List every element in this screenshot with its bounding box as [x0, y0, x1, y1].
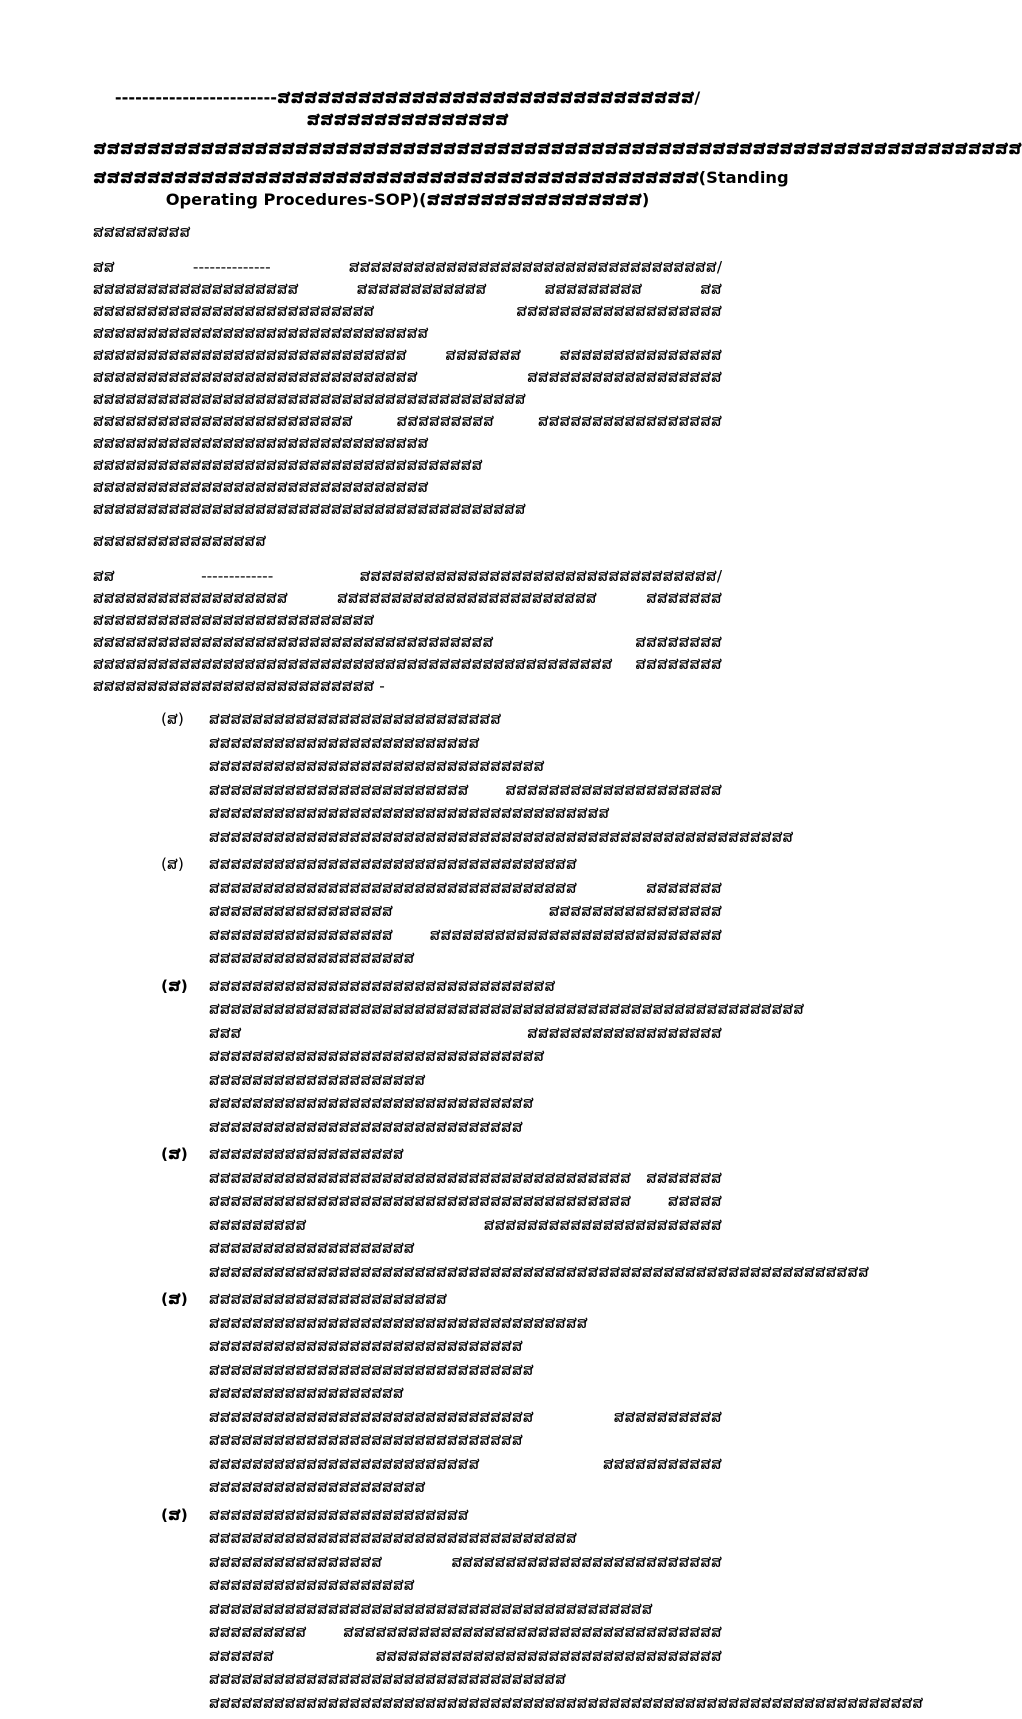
list-item-text: ສສສສສສສສສສສສສສສສສສສສສສສສສສສສສສສສສສ ສສສສສສສສສສສສສສສສສສສສສສສສສສສສສສສສສສ ສສສສສສສ ສສສສສສສສສສສສສສສສສ ສສສສສສສສສສສສສສສສ ສສສສສສສສສສສສສສສສສ ສສສສສສສສສສສສສສສສສສສສສສສສສສສ ສສສສສສສສສສສສສສສສສສສ [209, 855, 722, 967]
list-item-text: ສສສສສສສສສສສສສສສສສສ ສສສສສສສສສສສສສສສສສສສສສສສສສສສສສສສສສສສສສສສ ສສສສສສສ ສສສສສສສສສສສສສສສສສສສສສສສສສສສສສສສສສສສສສສສ ສສສສສ ສສສສສສສສສ ສສສສສສສສສສສສສສສສສສສສສສ ສສສສສສສສສສສສສສສສສສສ ສສສສສສສສສສສສສສສສສສສສສສສສສສສສສສສສສສສສສສສສສສສສສສສສສສສສສສສສສສສສສ [209, 1145, 870, 1281]
list-item-text: ສສສສສສສສສສສສສສສສສສສສສສສສສສສ ສສສສສສສສສສສສສສສສສສສສສສສສສ ສສສສສສສສສສສສສສສສສສສສສສສສສສສສສສສ ສສສສສສສສສສສສສສສສສສສສສສສສ ສສສສສສສສສສສສສສສສສສສສ ສສສສສສສສສສສສສສສສສສສສສສສສສສສສສສສສສສສສສ ສສສສສສສສສສສສສສສສສສສສສສສສສສສສສສສສສສສສສສສສສສສສສສສສສສສສສສ [209, 710, 794, 846]
section-1-paragraph: ສສ -------------- ສສສສສສສສສສສສສສສສສສສສສສສສສສສສສສສສສສ/ສສສສສສສສສສສສສສສສສສສ ສສສສສສສສສສສສ ສສສສສສສສສ ສສ ສສສສສສສສສສສສສສສສສສສສສສສສສສ ສສສສສສສສສສສສສສສສສສສ ສສສສສສສສສສສສສສສສສສສສສສສສສສສສສສສ ສສສສສສສສສສສສສສສສສສສສສສສສສສສສສ ສສສສສສສ ສສສສສສສສສສສສສສສ ສສສສສສສສສສສສສສສສສສສສສສສສສສສສສສ ສສສສສສສສສສສສສສສສສສ ສສສສສສສສສສສສສສສສສສສສສສສສສສສສສສສສສສສສສສສສ ສສສສສສສສສສສສສສສສສສສສສສສສ ສສສສສສສສສ ສສສສສສສສສສສສສສສສສ ສສສສສສສສສສສສສສສສສສສສສສສສສສສສສສສ ສສສສສສສສສສສສສສສສສສສສສສສສສສສສສສສສສສສສ ສສສສສສສສສສສສສສສສສສສສສສສສສສສສສສສ ສສສສສສສສສສສສສສສສສສສສສສສສສສສສສສສສສສສສສສສສ [93, 258, 722, 518]
list-item-text: ສສສສສສສສສສສສສສສສສສສສສສສສ ສສສສສສສສສສສສສສສສສສສສສສສສສສສສສສສສສສ ສສສສສສສສສສສສສສສສ ສສສສສສສສສສສສສສສສສສສສສສສສສ ສສສສສສສສສສສສສສສສສສສ ສສສສສສສສສສສສສສສສສສສສສສສສສສສສສສສສສສສສສສສສສ ສສສສສສສສສ ສສສສສສສສສສສສສສສສສສສສສສສສສສສສສສສສສສສ ສສສສສສ ສສສສສສສສສສສສສສສສສສສສສສສສສສສສສສສສ ສສສສສສສສສສສສສສສສສສສສສສສສສສສສສສສສສ ສສສສສສສສສສສສສສສສສສສສສສສສສສສສສສສສສສສສສສສສສສສສສສສສສສສສສສສສສສສສສສສສສສ [209, 1505, 924, 1712]
list-item-label: (ສ) [161, 1145, 188, 1163]
list-item-label: (ສ) [161, 1290, 188, 1308]
list-item [93, 708, 794, 849]
heading-line-2: ສສສສສສສສສສສສສສສສສສສສສສສສສສສສສສສສສສສສສສສສສສສສສສສສສສສສສສສສສສສສສສສສສສສສສ [93, 139, 1022, 158]
heading-line-1: ------------------------ສສສສສສສສສສສສສສສສສສສສສສສສສສສສສສສ/ສສສສສສສສສສສສສສສ [114, 88, 701, 129]
list-item-label: (ສ) [161, 976, 188, 995]
list-item [93, 1288, 722, 1500]
heading-line-3: ສສສສສສສສສສສສສສສສສສສສສສສສສສສສສສສສສສສສສສສສສສສສສ(Standing Operating Procedures-SOP)(ສສສສສສສສສສສສສສສສ) [93, 168, 789, 209]
list-item [93, 975, 805, 1140]
document-page [93, 87, 1022, 1719]
section-1-title: ສສສສສສສສສ [93, 223, 191, 241]
list-item [93, 1143, 870, 1284]
section-2-paragraph: ສສ ------------- ສສສສສສສສສສສສສສສສສສສສສສສສສສສສສສສສສ/ ສສສສສສສສສສສສສສສສສສ ສສສສສສສສສສສສສສສສສສສສສສສສ ສສສສສສສ ສສສສສສສສສສສສສສສສສສສສສສສສສສ ສສສສສສສສສສສສສສສສສສສສສສສສສສສສສສສສສສສສສ ສສສສສສສສ ສສສສສສສສສສສສສສສສສສສສສສສສສສສສສສສສສສສສສສສສສສສສສສສສ ສສສສສສສສ ສສສສສສສສສສສສສສສສສສສສສສສສສສ - [93, 567, 722, 695]
list-item [93, 1504, 924, 1716]
numbered-list [93, 708, 924, 1715]
list-item-text: ສສສສສສສສສສສສສສສສສສສສສສສສສສສສສສສສ ສສສສສສສສສສສສສສສສສສສສສສສສສສສສສສສສສສສສສສສສສສສສສສສສສສສສສສສ ສສສ ສສສສສສສສສສສສສສສສສສ ສສສສສສສສສສສສສສສສສສສສສສສສສສສສສສສ ສສສສສສສສສສສສສສສສສສສສ ສສສສສສສສສສສສສສສສສສສສສສສສສສສສສສ ສສສສສສສສສສສສສສສສສສສສສສສສສສສສສ [209, 976, 805, 1136]
list-item-label: (ສ) [161, 1505, 188, 1524]
list-item [93, 853, 722, 971]
section-2-title: ສສສສສສສສສສສສສສສສ [93, 532, 267, 550]
list-item-text: ສສສສສສສສສສສສສສສສສສສສສສ ສສສສສສສສສສສສສສສສສສສສສສສສສສສສສສສສສສສ ສສສສສສສສສສສສສສສສສສສສສສສສສສສສສ ສສສສສສສສສສສສສສສສສສສສສສສສສສສສສສ ສສສສສສສສສສສສສສສສສສ ສສສສສສສສສສສສສສສສສສສສສສສສສສສສສສ ສສສສສສສສສສ ສສສສສສສສສສສສສສສສສສສສສສສສສສສສສ ສສສສສສສສສສສສສສສສສສສສສສສສສ ສສສສສສສສສສສ ສສສສສສສສສສສສສສສສສສສສ [209, 1290, 722, 1496]
list-item-label: (ສ) [161, 855, 184, 873]
list-item-label: (ສ) [161, 710, 184, 728]
